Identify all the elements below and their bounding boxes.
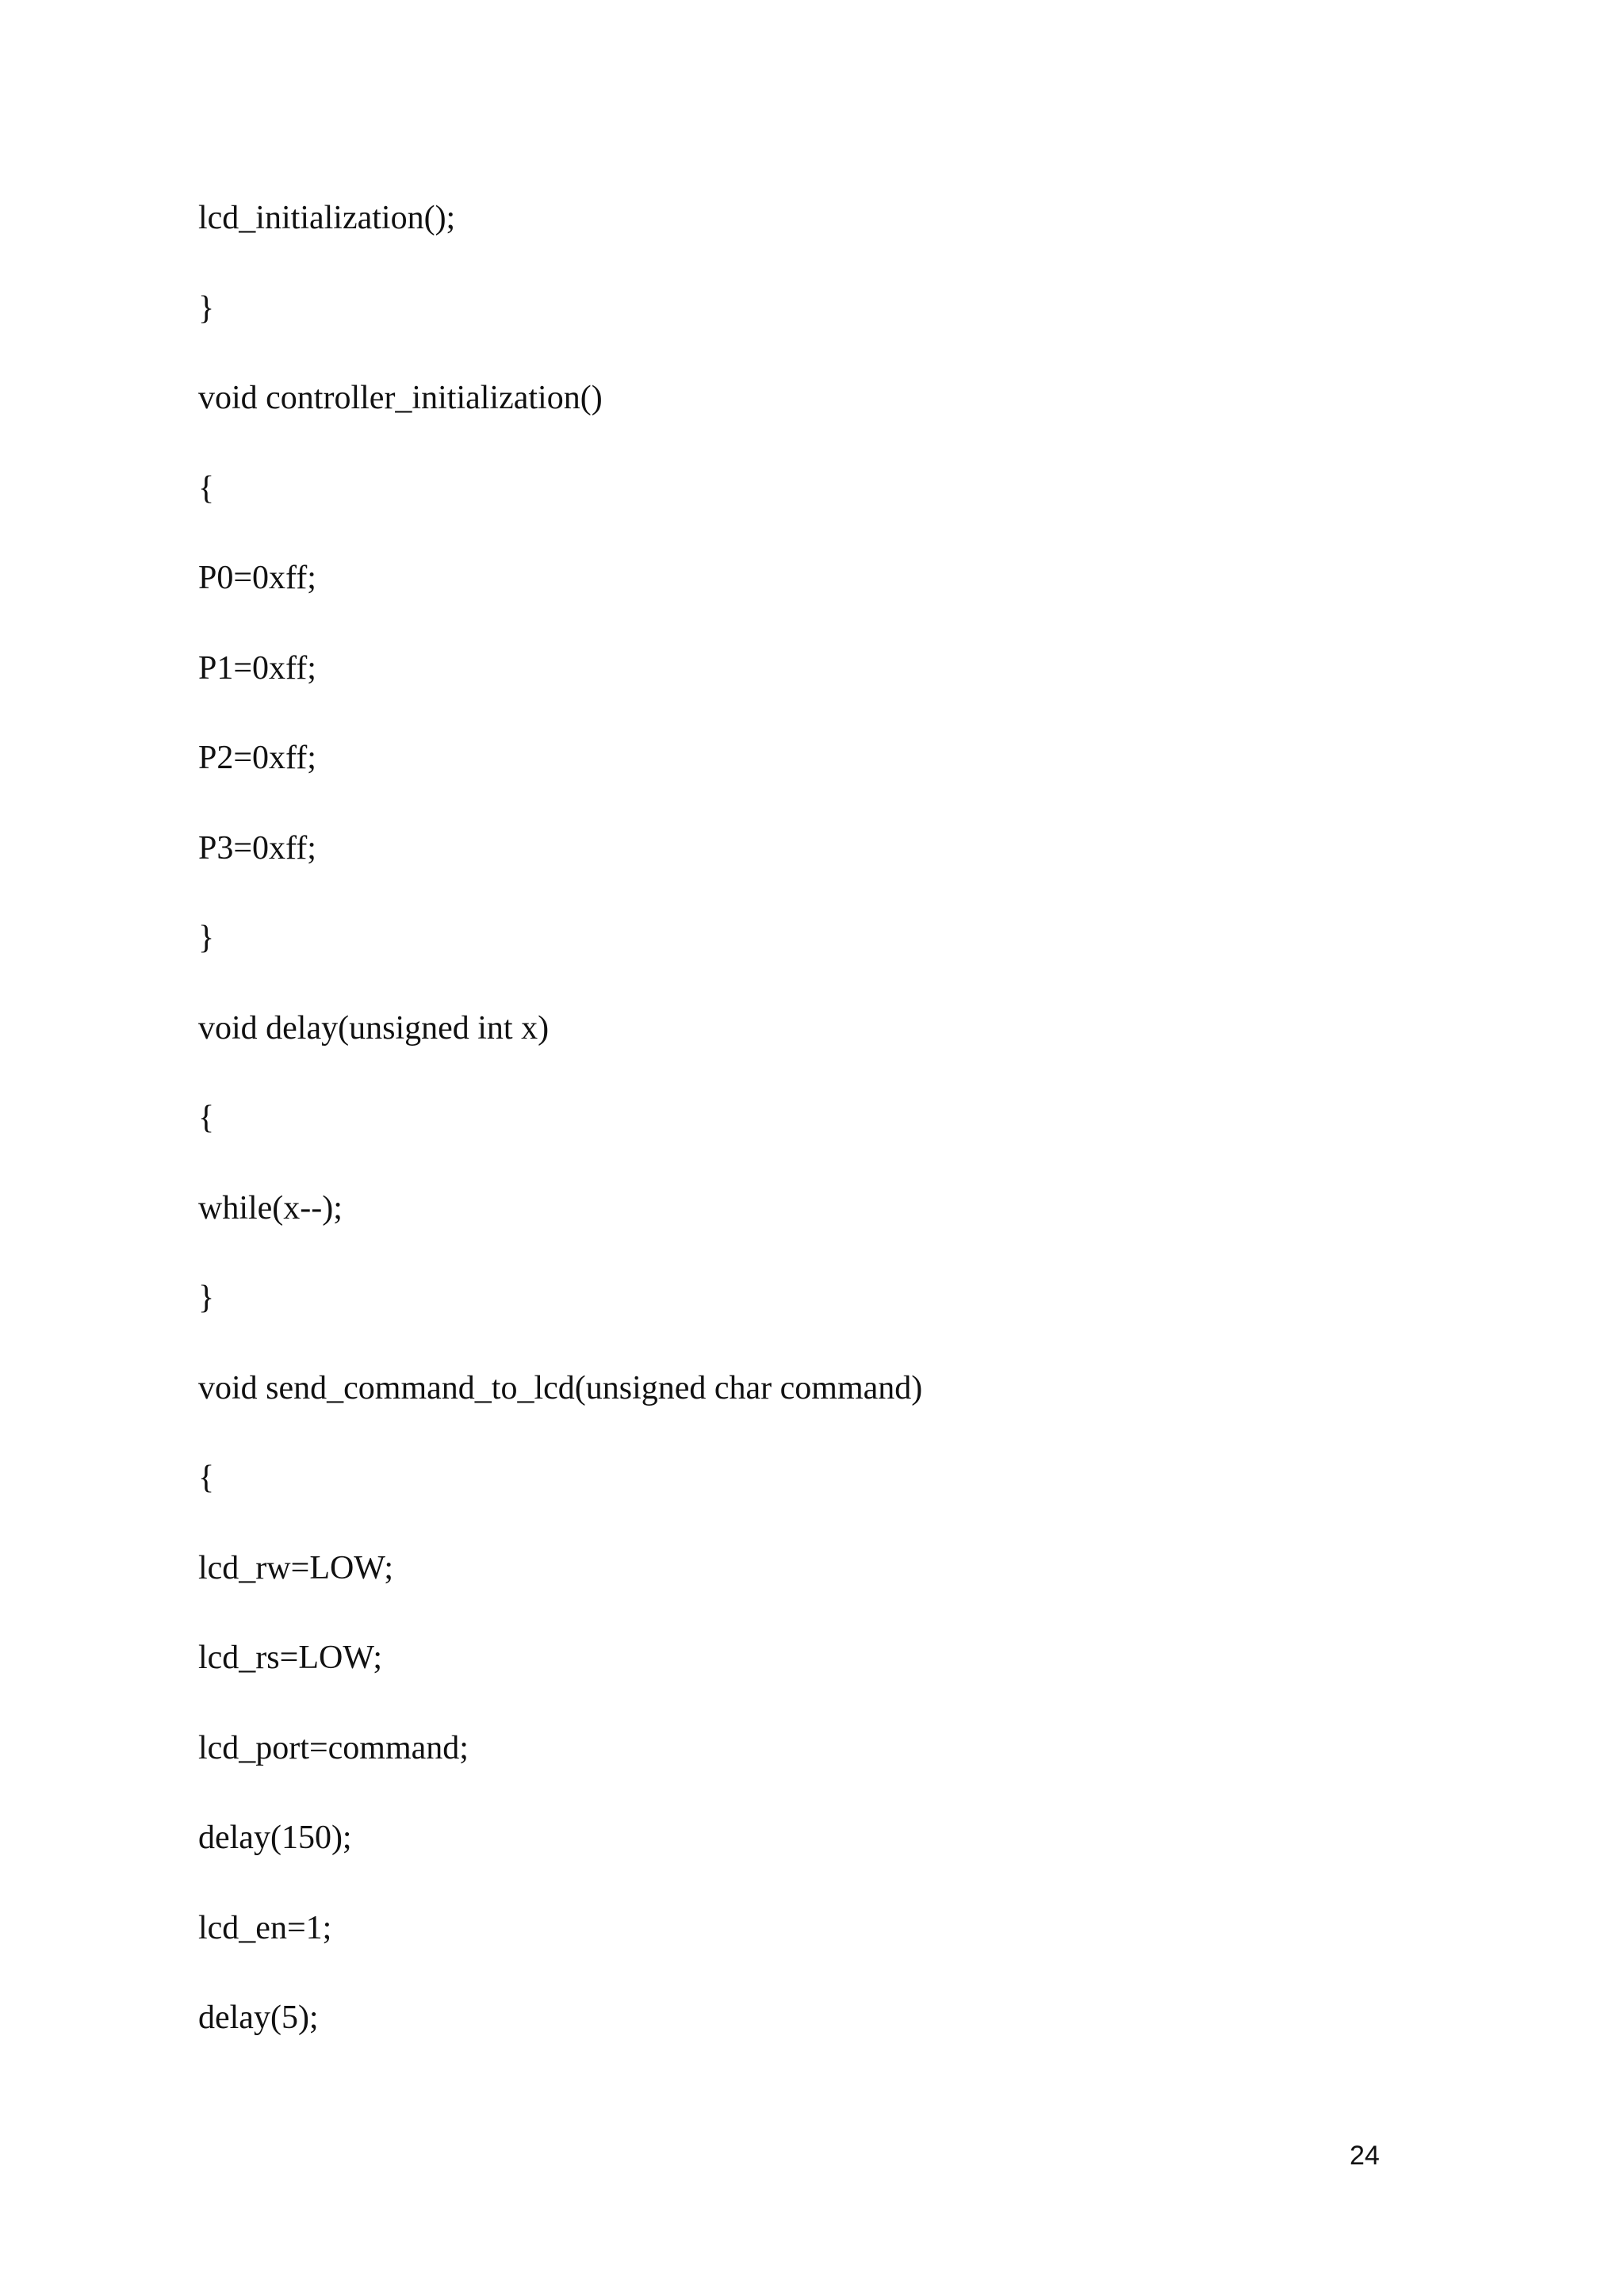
code-line: delay(150); xyxy=(198,1820,352,1856)
code-listing xyxy=(198,190,922,2080)
code-line: } xyxy=(198,920,215,956)
code-line: { xyxy=(198,1460,215,1496)
code-line: lcd_rw=LOW; xyxy=(198,1549,394,1586)
code-line: void send_command_to_lcd(unsigned char command) xyxy=(198,1369,923,1406)
code-line: delay(5); xyxy=(198,1999,319,2036)
code-line: lcd_port=command; xyxy=(198,1729,469,1766)
code-line: { xyxy=(198,1100,215,1136)
code-line: lcd_initialization(); xyxy=(198,200,456,236)
code-line: void delay(unsigned int x) xyxy=(198,1009,550,1047)
code-line: lcd_en=1; xyxy=(198,1909,332,1946)
code-line: while(x--); xyxy=(198,1189,343,1226)
code-line: P3=0xff; xyxy=(198,829,316,867)
code-line: { xyxy=(198,469,215,507)
code-line: P2=0xff; xyxy=(198,740,316,776)
code-line: } xyxy=(198,1280,215,1316)
code-line: } xyxy=(198,289,215,327)
code-line: P0=0xff; xyxy=(198,560,316,596)
page-number: 24 xyxy=(1350,2141,1380,2171)
code-line: lcd_rs=LOW; xyxy=(198,1640,383,1676)
code-line: P1=0xff; xyxy=(198,649,316,687)
code-line: void controller_initialization() xyxy=(198,380,603,416)
